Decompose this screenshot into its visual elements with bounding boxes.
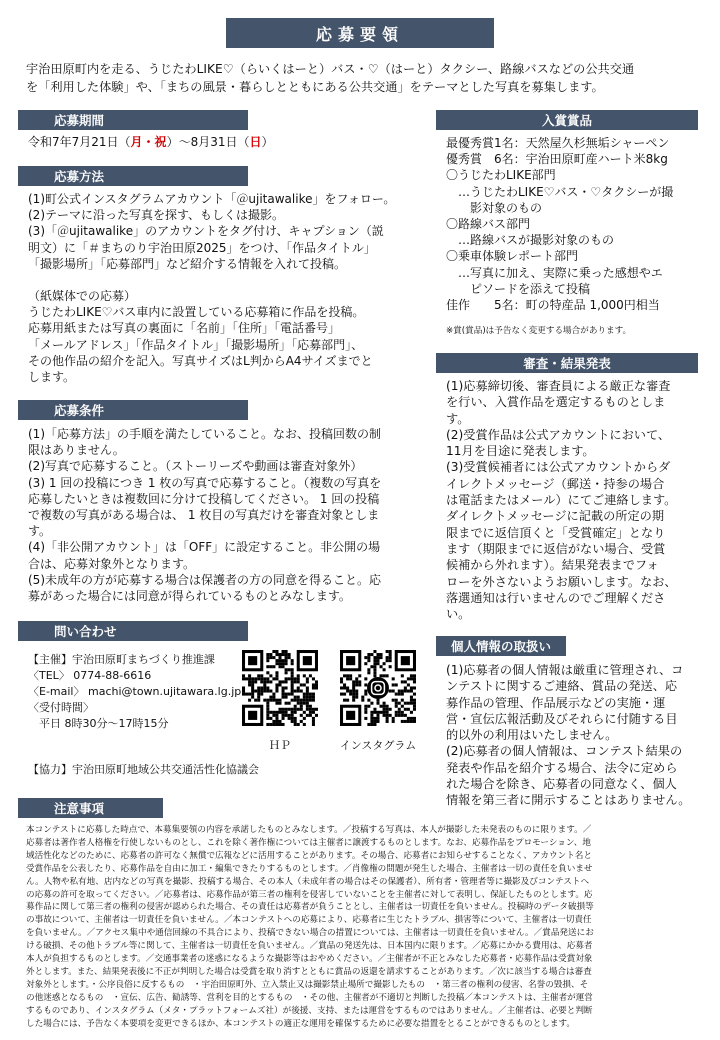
qr-code-hp[interactable] [242,650,318,726]
text-line: した場合には、予告なく本要項を変更できるほか、本コンテストの適正な運用を確保するために必要な措置をとることができるものとします。 [26,1018,575,1029]
text-line: (2)写真で応募すること。（ストーリーズや動画は審査対象外） [28,459,363,474]
text-line: 募があった場合には同意が得られているものとみなします。 [28,589,351,604]
text-line: 応募者は著作者人格権を行使しないものとし、これを除く著作権については主催者に譲渡するものとします。なお、応募作品をプロモーション、地 [26,837,591,848]
text-line: (3) 1 回の投稿につき 1 枚の写真で応募すること。（複数の写真を [28,475,382,490]
text-line: 影対象のもの [446,200,543,215]
conditions-text [28,426,381,604]
notes-header: 注意事項 [18,798,163,818]
contact-header: 問い合わせ [18,621,248,641]
text-line: ん。人物や私有地、店内などの写真を撮影、投稿する場合、その本人（未成年者の場合はその保護者）、所有者・管理者等に撮影及びコンテストへ [26,876,590,887]
text-line: 落選通知は行いませんのでご理解くださ [446,590,666,605]
period-middle: ）～8月31日（ [166,135,250,149]
text-line: (1)町公式インスタグラムアカウント「＠ujitawalike」をフォロー。 [28,192,396,206]
text-line: 本コンテストに応募した時点で、本募集要領の内容を承諾したものとみなします。／投稿する写真は、本人が撮影した未発表のものに限ります。／ [26,825,592,835]
contact-text [28,652,241,732]
text-line: す。 [446,411,470,426]
text-line: (4)「非公開アカウント」は「OFF」に設定すること。非公開の場 [28,540,381,555]
text-line: 募作品の管理、作品展示などの実施・運 [446,695,666,710]
qr-code-instagram[interactable] [340,650,416,726]
text-line: の応募の許可を取ってください。／応募者は、応募作品が第三者の権利を侵害していないことを主催者に対して表明し、保証したものとします。応 [26,889,593,900]
text-line: ます（期限までに返信がない場合、受賞 [446,541,666,556]
intro-line: 宇治田原町内を走る、うじたわLIKE♡（らいくはーと）バス・♡（はーと）タクシー、路線バスなどの公共交通 [26,62,635,76]
text-line: 「撮影場所」「応募部門」など紹介する情報を入れて投稿。 [28,256,347,271]
text-line [28,272,395,288]
text-line: 対象外とします。・公序良俗に反するもの ・宇治田原町外、立入禁止又は撮影禁止場所で撮影したもの ・第三者の権利の侵害、名誉の毀損、そ [26,979,589,990]
text-line: (2)テーマに沿った写真を探す、もしくは撮影。 [28,208,285,223]
text-line: 募作品に関して第三者の権利の侵害が認められた場合、その責任は応募者が負うこととし、主催者は一切責任を負いません。投稿時のデータ破損等 [26,902,594,913]
method-header: 応募方法 [18,166,248,186]
intro-line: を「利用した体験」や、「まちの風景・暮らしとともにある公共交通」をテーマとした写真を募集します。 [26,80,604,94]
text-line: (1)応募締切後、審査員による厳正な審査 [446,379,671,393]
privacy-text [446,662,690,809]
text-line: 明文）に「＃まちのり宇治田原2025」をつけ、「作品タイトル」 [28,240,376,255]
text-line: ンテストに関するご連絡、賞品の発送、応 [446,679,678,694]
text-line: を負いません。／アクセス集中や通信回線の不具合により、投稿できない場合の措置については、主催者は一切責任を負いません。／賞品発送にお [26,928,594,939]
text-line: （紙媒体での応募） [28,289,137,304]
text-line: 合は、応募対象外となります。 [28,556,196,571]
text-line: 「メールアドレス」「作品タイトル」「撮影場所」「応募部門」、 [28,337,364,352]
method-text [28,191,395,385]
text-line: で複数の写真がある場合は、 1 枚目の写真だけを審査対象としま [28,508,380,523]
notes-text [26,824,694,1031]
text-line: を行い、入賞作品を選定するものとしま [446,395,666,410]
text-line: するものであり、インスタグラム（メタ・プラットフォームズ社）が後援、支持、または運営をするものではありません。／主催者は、必要と判断 [26,1005,593,1016]
text-line: イレクトメッセージ（郵送・持参の場合 [446,476,665,491]
text-line: 限はありません。 [28,443,125,458]
text-line: ダイレクトメッセージに記載の所定の期 [446,509,665,524]
qr-hp-label: ＨＰ [269,739,291,752]
text-line: 〈E-mail〉 machi@town.ujitawara.lg.jp [28,685,242,698]
text-line: は電話またはメール）にてご連絡します。 [446,493,677,508]
text-line: 応募用紙または写真の裏面に「名前」「住所」「電話番号」 [28,321,341,336]
text-line: ピソードを添えて投稿 [446,281,591,296]
text-line: 〈TEL〉 0774-88-6616 [28,669,152,682]
text-line: 本人が負担するものとします。／交通事業者の迷惑になるような撮影等はおやめください。／主催者が不正とみなした応募者・応募作品は受賞対象 [26,954,593,965]
cooperation-text [28,762,259,778]
intro-text [26,60,694,96]
text-line: …うじたわLIKE♡バス・♡タクシーが撮 [446,184,674,199]
judging-header: 審査・結果発表 [436,353,698,373]
text-line: (1)「応募方法」の手順を満たしていること。なお、投稿回数の制 [28,427,382,441]
privacy-header: 個人情報の取扱い [436,636,566,656]
cooperation-line: 【協力】宇治田原町地域公共交通活性化協議会 [28,763,259,776]
qr-insta-label: インスタグラム [339,739,417,752]
period-text [28,134,274,150]
text-line: …写真に加え、実際に乗った感想やエ [446,265,663,280]
text-line: 最優秀賞1名：天然屋久杉無垢シャーペン [446,136,670,150]
text-line: 域活性化などのために、応募者の許可なく無償で広報などに活用することがあります。その場合、応募者にお知らせすることなく、アカウント名と [26,850,592,861]
text-line: 情報を第三者に開示することはありません。 [446,793,691,808]
text-line: 優秀賞 6名：宇治田原町産ハート米8kg [446,152,668,167]
text-line: (3)受賞候補者には公式アカウントからダ [446,460,671,475]
text-line: い。 [446,607,471,622]
text-line: 営・宣伝広報活動及びそれらに付随する目 [446,711,678,726]
period-prefix: 令和7年7月21日（ [28,135,131,149]
text-line: 〇路線バス部門 [446,217,531,232]
text-line: 限までに返信頂くと「受賞確定」となり [446,525,666,540]
text-line: します。 [28,370,76,385]
text-line: 発表や作品を紹介する場合、法令に定めら [446,760,678,775]
text-line: その他作品の紹介を記入。写真サイズはL判からA4サイズまでと [28,353,373,368]
page-title: 応募要領 [226,18,494,48]
prizes-note [446,323,631,339]
prizes-note-line: ※賞(賞品)は予告なく変更する場合があります。 [446,326,632,336]
text-line: ローを外さないようお願いします。なお、 [446,574,677,589]
text-line: 的以外の利用はいたしません。 [446,728,618,743]
judging-text [446,378,677,622]
text-line: (5)未成年の方が応募する場合は保護者の方の同意を得ること。応 [28,572,382,587]
period-suffix: ） [261,135,274,149]
text-line: ける破損、その他トラブル等に関して、主催者は一切責任を負いません。／賞品の発送先は、日本国内に限ります。／応募にかかる費用は、応募者 [26,941,593,952]
text-line: 候補から外れます）。結果発表までフォ [446,558,659,573]
conditions-header: 応募条件 [18,400,248,420]
text-line: の事故について、主催者は一切責任を負いません。／本コンテストへの応募により、応募者に生じたトラブル、損害等について、主催者は一切責任 [26,915,592,926]
period-sunday: 日 [249,135,262,149]
text-line: の他迷惑となるもの ・宣伝、広告、勧誘等、営利を目的とするもの ・その他、主催者が不適切と判断した投稿／本コンテストは、主催者が運営 [26,992,593,1003]
text-line: す。 [28,524,52,539]
text-line: 受賞作品を公表したり、応募作品を自由に加工・編集できたりするものとします。／肖像権の問題が発生した場合、主催者は一切の責任を負いませ [26,863,593,874]
text-line: …路線バスが撮影対象のもの [446,233,615,248]
text-line: 〇乗車体験レポート部門 [446,249,579,264]
text-line: 佳作 5名：町の特産品 1,000円相当 [446,298,660,313]
text-line: 応募したいときは複数回に分けて投稿してください。 1 回の投稿 [28,491,380,506]
text-line: れた場合を除き、応募者の同意なく、個人 [446,777,677,792]
text-line: 【主催】宇治田原町まちづくり推進課 [28,653,215,666]
text-line: 外とします。また、結果発表後に不正が判明した場合は受賞を取り消すとともに賞品の返還を請求することがあります。／次に該当する場合は審査 [26,966,592,977]
prizes-header: 入賞賞品 [436,110,698,130]
text-line: 〇うじたわLIKE部門 [446,168,556,183]
text-line: (2)応募者の個人情報は、コンテスト結果の [446,744,683,759]
period-holiday: 月・祝 [130,135,167,149]
text-line: 平日 8時30分～17時15分 [28,717,169,730]
prizes-text [446,135,673,313]
text-line: 11月を目途に発表します。 [446,444,595,459]
text-line: (1)応募者の個人情報は厳重に管理され、コ [446,663,684,677]
text-line: (3)「＠ujitawalike」のアカウントをタグ付け、キャプション（説 [28,224,384,239]
text-line: うじたわLIKE♡バス車内に設置している応募箱に作品を投稿。 [28,305,365,320]
period-header: 応募期間 [18,110,248,130]
text-line: (2)受賞作品は公式アカウントにおいて、 [446,427,671,442]
text-line: 〈受付時間〉 [28,701,94,714]
